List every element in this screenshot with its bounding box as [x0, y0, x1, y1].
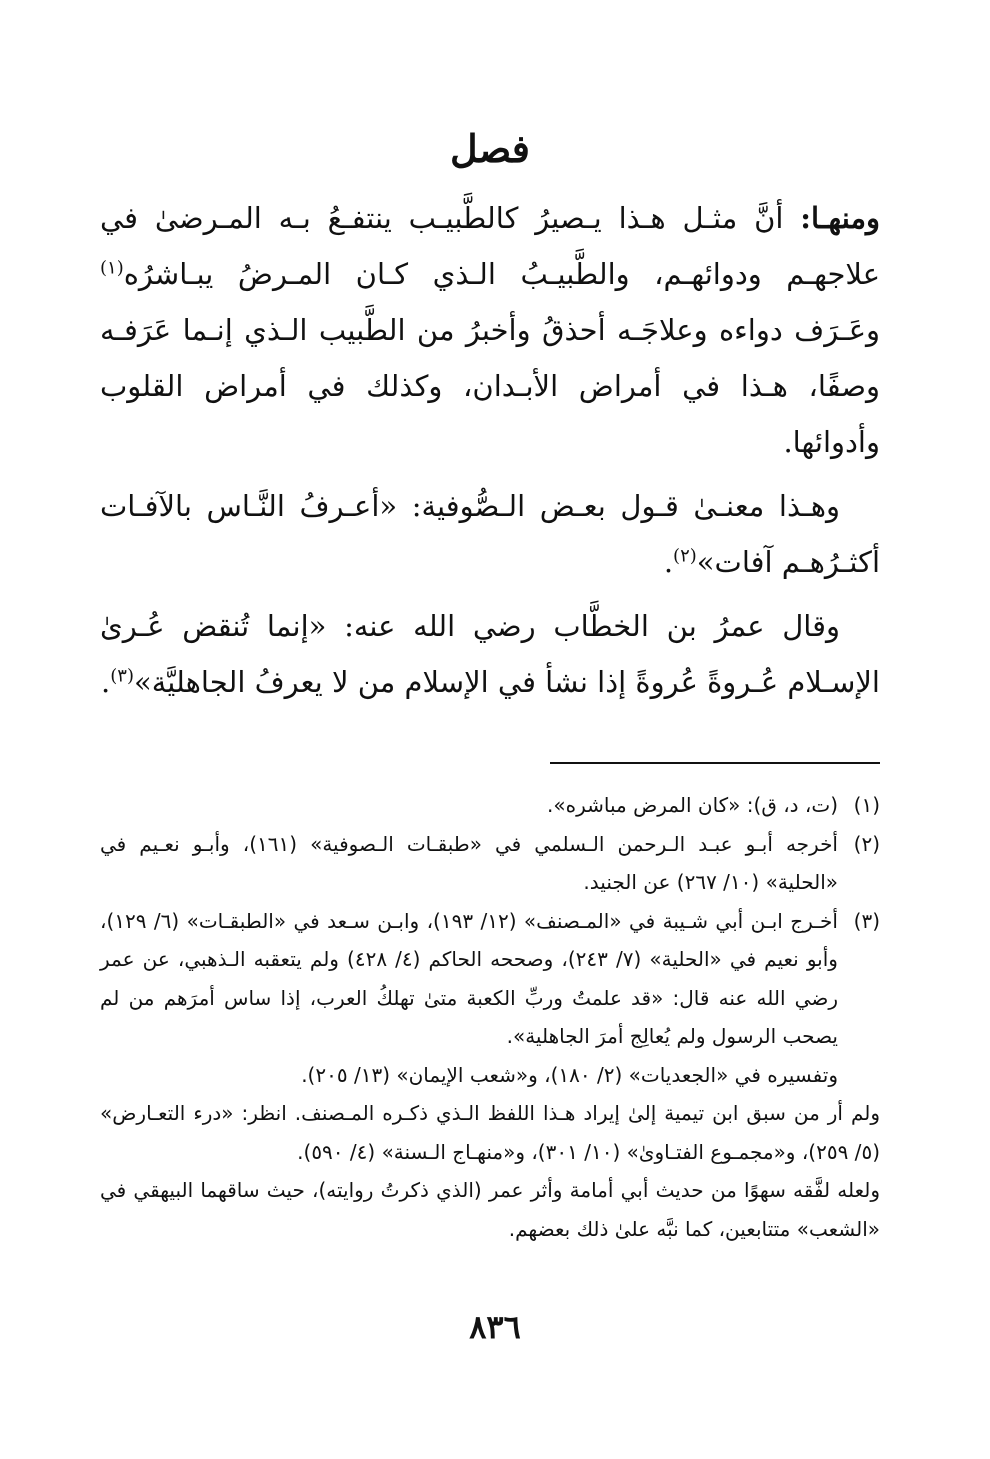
paragraph-2 — [100, 478, 880, 590]
paragraph-3 — [100, 598, 880, 710]
footnote-3-cont-1-text: وتفسيره في «الجعديات» (٢/ ١٨٠)، و«شعب الإيمان» (١٣/ ٢٠٥). — [301, 1062, 838, 1087]
footnote-3 — [100, 902, 880, 1056]
footnote-ref-2[interactable]: (٢) — [673, 545, 697, 567]
paragraph-2-text: وهـذا معنـىٰ قـول بعـض الـصُّوفية: «أعـرفُ النَّـاس بالآفـات أكثـرُهـم آفات» — [100, 489, 880, 579]
footnote-3-continuation-3: ولعله لفَّقه سهوًا من حديث أبي أمامة وأثر عمر (الذي ذكرتُ روايته)، حيث ساقهما البيهقي في «الشعب» متتابعين، كما نبَّه علىٰ ذلك بعضهم. — [100, 1178, 880, 1241]
footnote-3-number: (٣) — [853, 908, 880, 933]
footnote-2-text: أخرجه أبـو عبـد الـرحمن الـسلمي في «طبقـات الـصوفية» (١٦١)، وأبـو نعـيم في «الحلية» (١٠/ ٢٦٧) عن الجنيد. — [100, 831, 838, 894]
paragraph-1-lead: ومنهـا: — [800, 201, 880, 235]
footnote-3-continuation-1 — [100, 1056, 880, 1095]
footnote-ref-1[interactable]: (١) — [100, 257, 124, 279]
paragraph-2-end: . — [663, 545, 674, 579]
footnote-3-continuation-2: ولم أر من سبق ابن تيمية إلىٰ إيراد هـذا اللفظ الـذي ذكـره المـصنف. انظر: «درء التعـارض» (٥/ ٢٥٩)، و«مجمـوع الفتـاوىٰ» (١٠/ ٣٠١)، و«منهـاج الـسنة» (٤/ ٥٩٠). — [100, 1101, 880, 1164]
footnote-divider — [550, 762, 880, 764]
section-heading: فصل — [450, 126, 530, 171]
paragraph-1-text-cont: وعَـرَف دواءه وعلاجَـه أحذقُ وأخبرُ من الطَّبيب الـذي إنـما عَرَفـه وصفًا، هـذا في أمراض الأبـدان، وكذلك في أمراض القلوب وأدوائها. — [100, 313, 880, 459]
page-number: ٨٣٦ — [469, 1308, 521, 1346]
paragraph-1-text: أنَّ مثـل هـذا يـصيرُ كالطَّبيـب ينتفـعُ بـه المـرضىٰ في علاجهـم ودوائهـم، والطَّبيـبُ الـذي كـان المـرضُ يبـاشرُه — [100, 201, 880, 291]
paragraph-1 — [100, 190, 880, 470]
paragraph-3-end: . — [101, 665, 111, 699]
footnote-3-text: أخـرج ابـن أبي شـيبة في «المـصنف» (١٢/ ١٩٣)، وابـن سـعد في «الطبقـات» (٦/ ١٢٩)، وأبو نعيم في «الحلية» (٧/ ٢٤٣)، وصححه الحاكم (٤/ ٤٢٨) ولم يتعقبه الـذهبي، عن عمر رضي الله عنه قال: «قد علمتُ وربِّ الكعبة متىٰ تهلكُ العرب، إذا ساس أمرَهم من لم يصحب الرسول ولم يُعالِج أمرَ الجاهلية». — [100, 908, 838, 1048]
footnote-1-text: (ت، د، ق): «كان المرض مباشره». — [547, 793, 838, 817]
footnote-2 — [100, 825, 880, 902]
footnote-1 — [100, 786, 880, 825]
footnote-ref-3[interactable]: (٣) — [110, 665, 134, 687]
footnotes — [100, 786, 880, 1248]
paragraph-3-text: وقال عمرُ بن الخطَّاب رضي الله عنه: «إنما تُنقض عُـرىٰ الإسـلام عُـروةً عُروةً إذا نشأ في الإسلام من لا يعرفُ الجاهليَّة» — [100, 609, 880, 699]
page-content — [100, 126, 880, 1248]
footnote-1-number: (١) — [853, 793, 880, 817]
footnote-2-number: (٢) — [853, 831, 880, 856]
